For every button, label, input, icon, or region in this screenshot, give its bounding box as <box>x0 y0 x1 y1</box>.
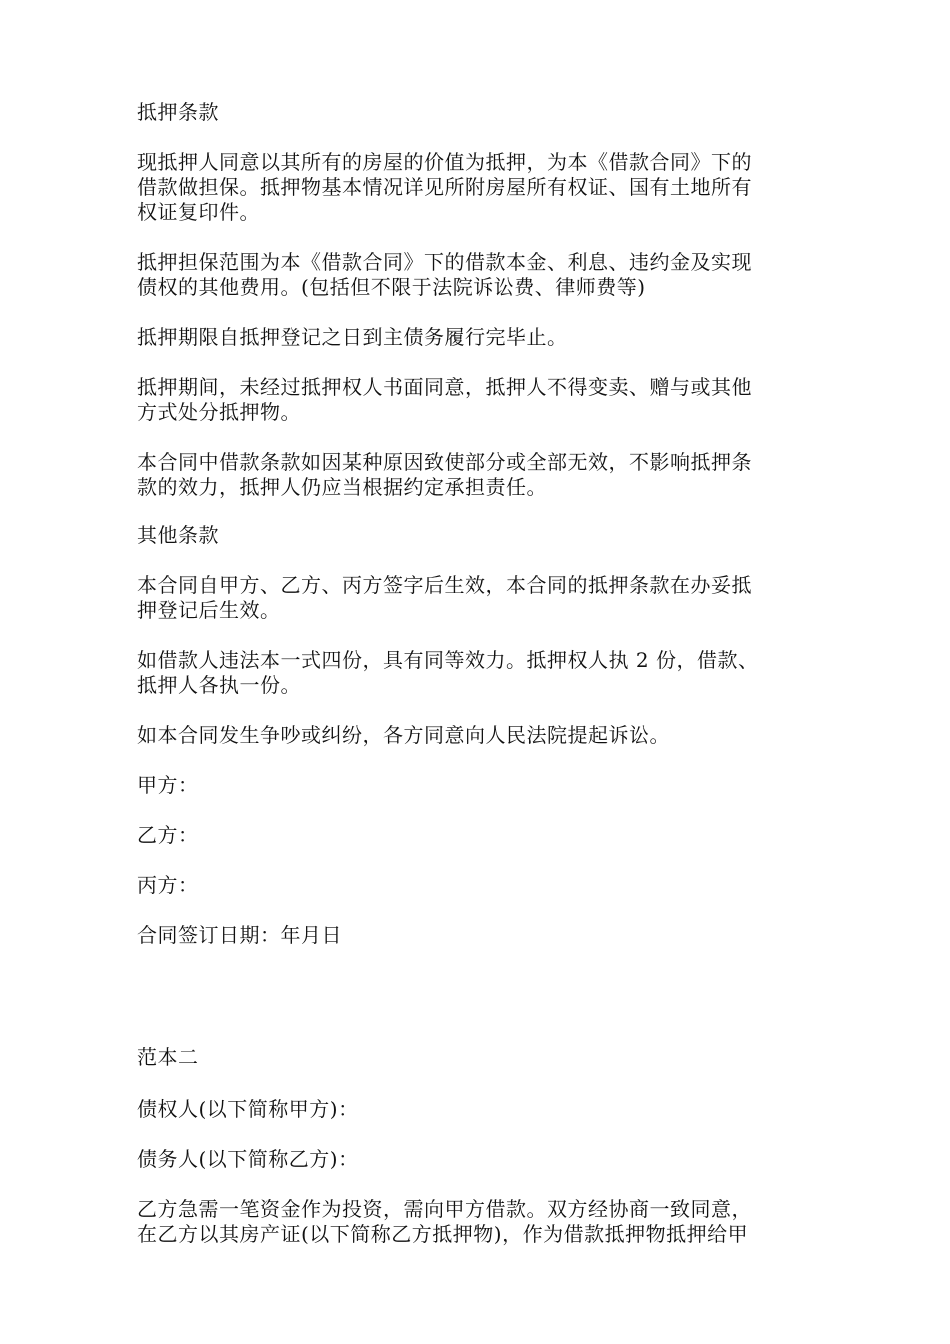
heading-mortgage-terms: 抵押条款 <box>137 100 219 124</box>
text-line: 如借款人违法本一式四份，具有同等效力。抵押权人执 2 份，借款、 <box>137 648 759 672</box>
paragraph-effective <box>137 573 827 623</box>
paragraph-mortgage-period <box>137 375 827 425</box>
party-c-label: 丙方： <box>137 873 199 897</box>
text-line: 抵押担保范围为本《借款合同》下的借款本金、利息、违约金及实现 <box>137 250 752 274</box>
text-line: 抵押期限自抵押登记之日到主债务履行完毕止。 <box>137 325 568 349</box>
paragraph-guarantee-scope <box>137 250 827 300</box>
paragraph-dispute <box>137 723 827 748</box>
paragraph-loan-purpose <box>137 1197 827 1247</box>
text-line: 方式处分抵押物。 <box>137 400 301 424</box>
text-line: 抵押期间，未经过抵押权人书面同意，抵押人不得变卖、赠与或其他 <box>137 375 752 399</box>
paragraph-mortgage-term <box>137 325 827 350</box>
text-line: 在乙方以其房产证(以下简称乙方抵押物)，作为借款抵押物抵押给甲 <box>137 1222 749 1246</box>
creditor-label: 债权人(以下简称甲方)： <box>137 1097 359 1121</box>
text-line: 本合同自甲方、乙方、丙方签字后生效，本合同的抵押条款在办妥抵 <box>137 573 752 597</box>
text-line: 抵押人各执一份。 <box>137 673 301 697</box>
paragraph-validity <box>137 450 827 500</box>
debtor-label: 债务人(以下简称乙方)： <box>137 1147 359 1171</box>
text-line: 如本合同发生争吵或纠纷，各方同意向人民法院提起诉讼。 <box>137 723 670 747</box>
text-line: 乙方急需一笔资金作为投资，需向甲方借款。双方经协商一致同意， <box>137 1197 752 1221</box>
party-b-label: 乙方： <box>137 823 199 847</box>
heading-other-terms: 其他条款 <box>137 523 219 547</box>
text-line: 款的效力，抵押人仍应当根据约定承担责任。 <box>137 475 547 499</box>
sign-date-label: 合同签订日期：年月日 <box>137 923 342 947</box>
text-line: 现抵押人同意以其所有的房屋的价值为抵押，为本《借款合同》下的 <box>137 150 752 174</box>
text-line: 本合同中借款条款如因某种原因致使部分或全部无效，不影响抵押条 <box>137 450 752 474</box>
text-line: 债权的其他费用。(包括但不限于法院诉讼费、律师费等) <box>137 275 646 299</box>
heading-sample-two: 范本二 <box>137 1045 199 1069</box>
paragraph-mortgage-collateral <box>137 150 827 225</box>
text-line: 借款做担保。抵押物基本情况详见所附房屋所有权证、国有土地所有 <box>137 175 752 199</box>
party-a-label: 甲方： <box>137 773 199 797</box>
text-line: 押登记后生效。 <box>137 598 281 622</box>
text-line: 权证复印件。 <box>137 200 260 224</box>
paragraph-copies <box>137 648 827 698</box>
